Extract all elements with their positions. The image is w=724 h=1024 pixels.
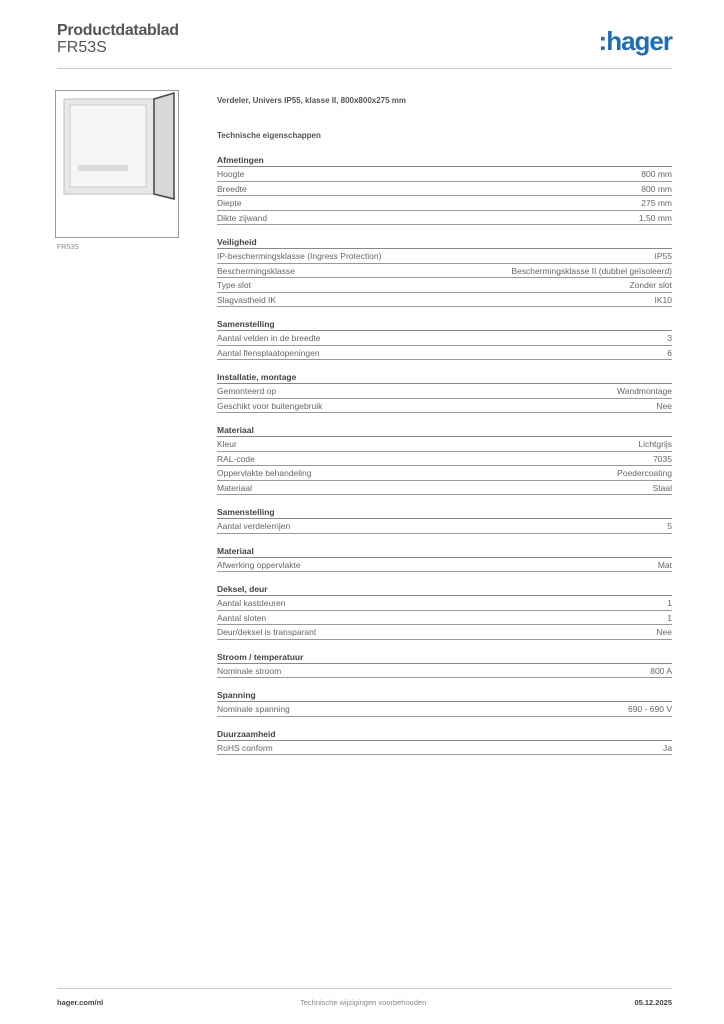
spec-value: Ja — [663, 742, 672, 753]
spec-row — [217, 264, 672, 279]
spec-label: Deur/deksel is transparant — [217, 627, 317, 637]
spec-row — [217, 399, 672, 414]
spec-section — [217, 582, 672, 640]
spec-value: 1,50 mm — [638, 212, 672, 223]
spec-value: 690 - 690 V — [628, 704, 672, 714]
spec-value: Mat — [657, 559, 672, 570]
spec-row — [217, 331, 672, 346]
spec-value: IK10 — [654, 294, 672, 305]
spec-row — [217, 611, 672, 626]
spec-label: Breedte — [217, 183, 247, 194]
spec-label: Aantal sloten — [217, 612, 267, 623]
spec-row — [217, 741, 672, 756]
section-header: Materiaal — [217, 423, 672, 437]
spec-label: Gemonteerd op — [217, 386, 277, 396]
spec-row — [217, 249, 672, 264]
spec-value: Wandmontage — [617, 386, 672, 396]
spec-row — [217, 519, 672, 534]
product-description: Verdeler, Univers IP55, klasse II, 800x800x275 mm — [217, 96, 407, 105]
section-header: Samenstelling — [217, 317, 672, 331]
hager-logo: :hager — [598, 26, 672, 56]
spec-value: 275 mm — [641, 198, 672, 208]
footer-divider — [57, 988, 672, 989]
spec-label: Oppervlakte behandeling — [217, 468, 312, 478]
spec-row — [217, 625, 672, 640]
spec-section — [217, 688, 672, 717]
spec-label: Afwerking oppervlakte — [217, 559, 301, 570]
spec-section — [217, 727, 672, 756]
spec-label: Aantal flensplaatopeningen — [217, 347, 320, 358]
spec-label: Dikte zijwand — [217, 212, 268, 223]
spec-value: Staal — [652, 482, 672, 493]
footer-website[interactable]: hager.com/nl — [57, 998, 104, 1007]
spec-row — [217, 437, 672, 452]
spec-section — [217, 153, 672, 225]
spec-row — [217, 278, 672, 293]
spec-value: 7035 — [653, 453, 672, 464]
header-divider — [57, 68, 672, 69]
spec-value: 800 A — [650, 665, 672, 676]
spec-value: Zonder slot — [629, 280, 672, 290]
spec-section — [217, 235, 672, 307]
section-title: Technische eigenschappen — [217, 131, 321, 140]
spec-section — [217, 370, 672, 413]
spec-value: 3 — [667, 333, 672, 343]
spec-value: 800 mm — [641, 169, 672, 179]
spec-row — [217, 167, 672, 182]
spec-section — [217, 505, 672, 534]
spec-row — [217, 481, 672, 496]
spec-label: RAL-code — [217, 453, 255, 464]
product-code: FR53S — [57, 39, 107, 56]
spec-label: Geschikt voor buitengebruik — [217, 400, 323, 411]
spec-row — [217, 182, 672, 197]
spec-value: 5 — [667, 521, 672, 531]
spec-label: IP-beschermingsklasse (Ingress Protection) — [217, 251, 382, 261]
spec-label: Diepte — [217, 198, 242, 208]
spec-value: 1 — [667, 598, 672, 608]
spec-section — [217, 317, 672, 360]
spec-row — [217, 664, 672, 679]
specs-table — [217, 153, 672, 765]
section-header: Materiaal — [217, 544, 672, 558]
spec-row — [217, 452, 672, 467]
spec-value: Nee — [656, 400, 672, 411]
spec-label: RoHS conform — [217, 742, 273, 753]
section-header: Spanning — [217, 688, 672, 702]
spec-label: Materiaal — [217, 482, 252, 493]
spec-label: Aantal verdelerrijen — [217, 521, 291, 531]
spec-label: Nominale spanning — [217, 704, 290, 714]
spec-section — [217, 544, 672, 573]
section-header: Samenstelling — [217, 505, 672, 519]
spec-label: Slagvastheid IK — [217, 294, 277, 305]
section-header: Afmetingen — [217, 153, 672, 167]
spec-row — [217, 211, 672, 226]
spec-value: 1 — [667, 612, 672, 623]
spec-value: 6 — [667, 347, 672, 358]
section-header: Veiligheid — [217, 235, 672, 249]
spec-value: 800 mm — [641, 183, 672, 194]
footer-date: 05.12.2025 — [634, 998, 672, 1007]
footer-notice: Technische wijzigingen voorbehouden — [300, 998, 427, 1007]
spec-row — [217, 558, 672, 573]
spec-label: Beschermingsklasse — [217, 265, 295, 276]
page-title: Productdatablad — [57, 22, 179, 39]
section-header: Installatie, montage — [217, 370, 672, 384]
spec-row — [217, 293, 672, 308]
spec-value: Poedercoating — [617, 468, 672, 478]
spec-label: Type slot — [217, 280, 252, 290]
spec-value: IP55 — [654, 251, 672, 261]
section-header: Stroom / temperatuur — [217, 650, 672, 664]
product-image — [55, 90, 179, 238]
spec-label: Aantal velden in de breedte — [217, 333, 321, 343]
spec-row — [217, 196, 672, 211]
section-header: Deksel, deur — [217, 582, 672, 596]
spec-row — [217, 466, 672, 481]
spec-row — [217, 384, 672, 399]
spec-row — [217, 702, 672, 717]
spec-section — [217, 423, 672, 495]
spec-label: Aantal kastdeuren — [217, 598, 286, 608]
section-header: Duurzaamheid — [217, 727, 672, 741]
spec-row — [217, 346, 672, 361]
image-caption: FR53S — [57, 244, 79, 251]
spec-label: Kleur — [217, 439, 237, 449]
spec-label: Hoogte — [217, 169, 245, 179]
spec-row — [217, 596, 672, 611]
spec-section — [217, 650, 672, 679]
spec-value: Lichtgrijs — [638, 439, 672, 449]
spec-label: Nominale stroom — [217, 665, 282, 676]
spec-value: Beschermingsklasse II (dubbel geïsoleerd) — [511, 265, 672, 276]
spec-value: Nee — [656, 627, 672, 637]
